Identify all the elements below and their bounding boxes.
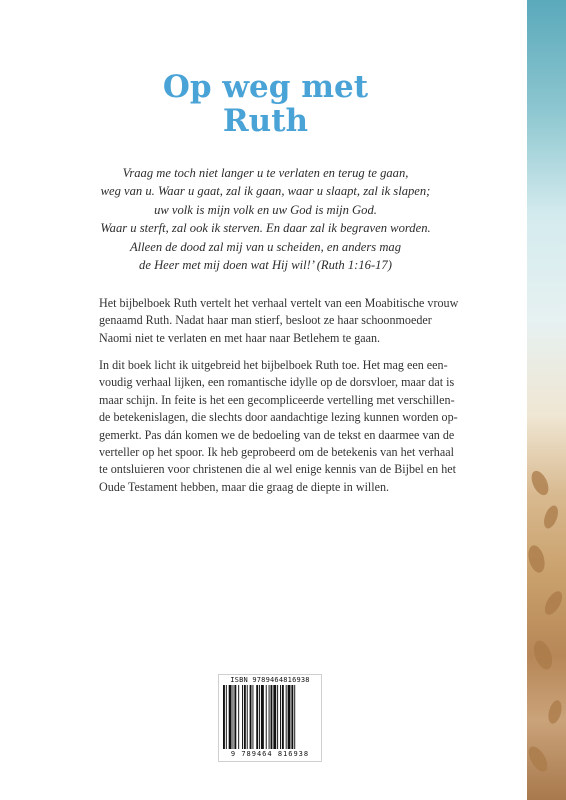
barcode-bar — [282, 685, 284, 749]
paragraph-line: In dit boek licht ik uitgebreid het bijbelboek Ruth toe. Het mag een een- — [99, 358, 448, 372]
isbn-barcode — [218, 674, 322, 762]
barcode-bar — [291, 685, 293, 749]
barcode-bar — [229, 685, 232, 749]
paragraph-line: Naomi niet te verlaten en met haar naar Betlehem te gaan. — [99, 330, 381, 345]
book-title — [0, 70, 531, 138]
barcode-bar — [256, 685, 258, 749]
quote-line: Vraag me toch niet langer u te verlaten en terug te gaan, — [122, 166, 409, 180]
quote-line: uw volk is mijn volk en uw God is mijn God. — [154, 202, 377, 217]
barcode-bar — [294, 685, 295, 749]
barcode-bar — [233, 685, 234, 749]
barcode-bar — [288, 685, 291, 749]
wheat-grain — [530, 638, 555, 672]
description-paragraph-1 — [99, 295, 487, 347]
wheat-grain — [541, 504, 560, 531]
barcode-bar — [247, 685, 248, 749]
isbn-label: ISBN 9789464816938 — [230, 676, 310, 684]
title-line: Op weg met — [162, 69, 369, 105]
barcode-bar — [238, 685, 239, 749]
barcode-digits: 9 789464 816938 — [230, 750, 310, 758]
paragraph-line: genaamd Ruth. Nadat haar man stierf, besloot ze haar schoonmoeder — [99, 313, 432, 328]
paragraph-line: Oude Testament hebben, maar die graag de diepte in willen. — [99, 479, 390, 494]
paragraph-line: voudig verhaal lijken, een romantische idylle op de dorsvloer, maar dat is — [99, 375, 455, 390]
barcode-bar — [271, 685, 273, 749]
paragraph-line: Het bijbelboek Ruth vertelt het verhaal vertelt van een Moabitische vrouw — [99, 296, 459, 310]
barcode-bar — [250, 685, 252, 749]
wheat-grain — [546, 699, 564, 725]
description-paragraph-2 — [99, 357, 487, 496]
barcode-bar — [266, 685, 267, 749]
paragraph-line: de betekenislagen, die slechts door aandachtige lezing kunnen worden op- — [99, 410, 458, 425]
barcode-bar — [269, 685, 270, 749]
title-line: Ruth — [222, 103, 309, 139]
paragraph-line: maar schijn. In feite is het een gecompliceerde vertelling met verschillen- — [99, 392, 455, 407]
wheat-photo-strip — [527, 0, 566, 800]
barcode-bar — [286, 685, 287, 749]
quote-line: weg van u. Waar u gaat, zal ik gaan, waar u slaapt, zal ik slapen; — [100, 184, 431, 199]
paragraph-line: te ontsluieren voor christenen die al wel enige kennis van de Bijbel en het — [99, 462, 456, 477]
barcode-bar — [244, 685, 246, 749]
wheat-grain — [541, 588, 565, 617]
barcode-bars — [223, 685, 317, 749]
barcode-bar — [261, 685, 264, 749]
barcode-bar — [277, 685, 278, 749]
paragraph-line: gemerkt. Pas dán komen we de bedoeling van de tekst en daarmee van de — [99, 427, 455, 442]
barcode-bar — [234, 685, 236, 749]
quote-line: Waar u sterft, zal ook ik sterven. En daar zal ik begraven worden. — [100, 221, 431, 236]
barcode-bar — [242, 685, 243, 749]
barcode-bar — [252, 685, 253, 749]
barcode-bar — [223, 685, 225, 749]
barcode-bar — [259, 685, 260, 749]
wheat-grain — [528, 468, 552, 497]
barcode-bar — [273, 685, 276, 749]
wheat-grain — [527, 544, 547, 575]
quote-line: de Heer met mij doen wat Hij wil!’ (Ruth 1:16-17) — [139, 258, 392, 273]
paragraph-line: verteller op het spoor. Ik heb geprobeerd om de betekenis van het verhaal — [99, 445, 454, 460]
barcode-bar — [226, 685, 227, 749]
bible-quote — [0, 164, 531, 274]
barcode-bar — [280, 685, 281, 749]
quote-line: Alleen de dood zal mij van u scheiden, en anders mag — [129, 239, 402, 254]
wheat-grain — [527, 743, 551, 774]
